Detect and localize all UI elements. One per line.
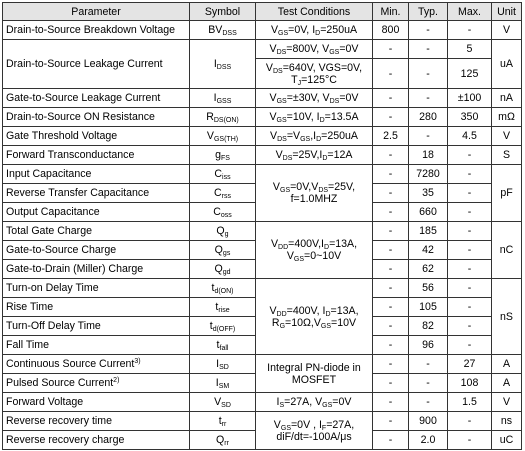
typ-cell: 185: [409, 222, 448, 241]
parameter-cell: Output Capacitance: [3, 203, 190, 222]
capacitance-unit: pF: [492, 165, 522, 222]
min-cell: -: [373, 40, 409, 59]
min-cell: -: [373, 241, 409, 260]
parameter-cell: Gate-to-Source Charge: [3, 241, 190, 260]
parameter-cell: Gate Threshold Voltage: [3, 127, 190, 146]
symbol-cell: $C_{iss}$: [190, 165, 256, 184]
min-cell: -: [373, 279, 409, 298]
table-row: [3, 412, 522, 431]
header-parameter: Parameter: [3, 3, 190, 21]
capacitance-conditions: $V_{GS}=0V,V_{DS}=25V$, f=1.0MHZ: [256, 165, 373, 222]
table-row: [3, 40, 522, 59]
symbol-cell: $I_{GSS}$: [190, 89, 256, 108]
unit-cell: V: [492, 393, 522, 412]
unit-cell: A: [492, 374, 522, 393]
symbol-cell: $V_{SD}$: [190, 393, 256, 412]
min-cell: -: [373, 336, 409, 355]
max-cell: ±100: [448, 89, 492, 108]
table-row: [3, 393, 522, 412]
max-cell: 108: [448, 374, 492, 393]
min-cell: -: [373, 317, 409, 336]
conditions-cell: $V_{GS}=0V$, $I_D=250uA$: [256, 21, 373, 40]
max-cell: -: [448, 431, 492, 450]
reverse-recovery-conditions: $V_{GS}=0V$ , $I_F=27A$, diF/dt=-100A/μs: [256, 412, 373, 450]
charge-conditions: $V_{DD}=400V,I_D=13A$, $V_{GS}=0\sim 10V$: [256, 222, 373, 279]
parameter-cell: Turn-on Delay Time: [3, 279, 190, 298]
typ-cell: 35: [409, 184, 448, 203]
parameter-cell: Total Gate Charge: [3, 222, 190, 241]
min-cell: 2.5: [373, 127, 409, 146]
symbol-cell: $BV_{DSS}$: [190, 21, 256, 40]
table-row: [3, 89, 522, 108]
min-cell: -: [373, 412, 409, 431]
header-max: Max.: [448, 3, 492, 21]
unit-cell: uA: [492, 40, 522, 89]
header-row: [3, 3, 522, 21]
symbol-cell: $C_{oss}$: [190, 203, 256, 222]
unit-cell: nA: [492, 89, 522, 108]
conditions-cell: $V_{GS}=10V$, $I_D=13.5A$: [256, 108, 373, 127]
max-cell: 5: [448, 40, 492, 59]
max-cell: 4.5: [448, 127, 492, 146]
typ-cell: -: [409, 89, 448, 108]
parameter-cell: Forward Voltage: [3, 393, 190, 412]
parameter-cell: Drain-to-Source Leakage Current: [3, 40, 190, 89]
parameter-cell: Continuous Source Current$^{3)}$: [3, 355, 190, 374]
switching-conditions: $V_{DD}=400V$, $I_D=13A$, $R_G=10\Omega,V_{GS}=10V$: [256, 279, 373, 355]
symbol-cell: $t_{d(ON)}$: [190, 279, 256, 298]
table-row: [3, 108, 522, 127]
typ-cell: 42: [409, 241, 448, 260]
table-row: [3, 127, 522, 146]
typ-cell: -: [409, 21, 448, 40]
header-symbol: Symbol: [190, 3, 256, 21]
parameter-cell: Pulsed Source Current$^{2)}$: [3, 374, 190, 393]
min-cell: -: [373, 374, 409, 393]
conditions-cell: $V_{DS}=800V$, $V_{GS}=0V$: [256, 40, 373, 59]
max-cell: -: [448, 279, 492, 298]
typ-cell: 56: [409, 279, 448, 298]
unit-cell: ns: [492, 412, 522, 431]
min-cell: -: [373, 165, 409, 184]
header-typ: Typ.: [409, 3, 448, 21]
parameter-cell: Gate-to-Drain (Miller) Charge: [3, 260, 190, 279]
symbol-cell: $t_{fall}$: [190, 336, 256, 355]
min-cell: -: [373, 222, 409, 241]
max-cell: 350: [448, 108, 492, 127]
symbol-cell: $Q_{rr}$: [190, 431, 256, 450]
symbol-cell: $C_{rss}$: [190, 184, 256, 203]
min-cell: -: [373, 89, 409, 108]
typ-cell: 660: [409, 203, 448, 222]
max-cell: -: [448, 21, 492, 40]
conditions-cell: $I_S=27A$, $V_{GS}=0V$: [256, 393, 373, 412]
parameter-cell: Reverse recovery charge: [3, 431, 190, 450]
min-cell: -: [373, 260, 409, 279]
parameter-cell: Drain-to-Source Breakdown Voltage: [3, 21, 190, 40]
typ-cell: 280: [409, 108, 448, 127]
header-unit: Unit: [492, 3, 522, 21]
min-cell: -: [373, 431, 409, 450]
max-cell: -: [448, 317, 492, 336]
max-cell: -: [448, 336, 492, 355]
typ-cell: 62: [409, 260, 448, 279]
typ-cell: 105: [409, 298, 448, 317]
min-cell: -: [373, 108, 409, 127]
table-row: [3, 355, 522, 374]
min-cell: 800: [373, 21, 409, 40]
parameter-cell: Drain-to-Source ON Resistance: [3, 108, 190, 127]
parameter-cell: Reverse recovery time: [3, 412, 190, 431]
max-cell: -: [448, 222, 492, 241]
min-cell: -: [373, 184, 409, 203]
switching-unit: nS: [492, 279, 522, 355]
typ-cell: 7280: [409, 165, 448, 184]
symbol-cell: $I_{SM}$: [190, 374, 256, 393]
unit-cell: mΩ: [492, 108, 522, 127]
table-row: [3, 146, 522, 165]
unit-cell: A: [492, 355, 522, 374]
unit-cell: S: [492, 146, 522, 165]
parameter-cell: Forward Transconductance: [3, 146, 190, 165]
symbol-cell: $R_{DS(ON)}$: [190, 108, 256, 127]
max-cell: 1.5: [448, 393, 492, 412]
conditions-cell: $V_{DS}=25V,I_D=12A$: [256, 146, 373, 165]
min-cell: -: [373, 203, 409, 222]
parameter-cell: Gate-to-Source Leakage Current: [3, 89, 190, 108]
max-cell: -: [448, 184, 492, 203]
max-cell: -: [448, 165, 492, 184]
symbol-cell: $Q_{gd}$: [190, 260, 256, 279]
unit-cell: uC: [492, 431, 522, 450]
unit-cell: V: [492, 127, 522, 146]
max-cell: -: [448, 203, 492, 222]
max-cell: -: [448, 146, 492, 165]
typ-cell: -: [409, 59, 448, 89]
symbol-cell: $I_{DSS}$: [190, 40, 256, 89]
unit-cell: V: [492, 21, 522, 40]
symbol-cell: $V_{GS(TH)}$: [190, 127, 256, 146]
typ-cell: -: [409, 40, 448, 59]
typ-cell: 2.0: [409, 431, 448, 450]
header-min: Min.: [373, 3, 409, 21]
parameter-cell: Rise Time: [3, 298, 190, 317]
typ-cell: 18: [409, 146, 448, 165]
typ-cell: -: [409, 127, 448, 146]
parameter-cell: Input Capacitance: [3, 165, 190, 184]
symbol-cell: $Q_{gs}$: [190, 241, 256, 260]
typ-cell: -: [409, 393, 448, 412]
min-cell: -: [373, 355, 409, 374]
source-current-conditions: Integral PN-diode in MOSFET: [256, 355, 373, 393]
parameter-cell: Reverse Transfer Capacitance: [3, 184, 190, 203]
typ-cell: -: [409, 374, 448, 393]
electrical-characteristics-table: [2, 2, 522, 450]
typ-cell: 82: [409, 317, 448, 336]
min-cell: -: [373, 59, 409, 89]
symbol-cell: $t_{rr}$: [190, 412, 256, 431]
conditions-cell: $V_{DS}=V_{GS},I_D=250uA$: [256, 127, 373, 146]
conditions-cell: $V_{GS}=\pm 30V$, $V_{DS}=0V$: [256, 89, 373, 108]
table-row: [3, 21, 522, 40]
max-cell: -: [448, 412, 492, 431]
header-test-conditions: Test Conditions: [256, 3, 373, 21]
min-cell: -: [373, 146, 409, 165]
max-cell: -: [448, 260, 492, 279]
symbol-cell: $I_{SD}$: [190, 355, 256, 374]
max-cell: 125: [448, 59, 492, 89]
symbol-cell: $Q_g$: [190, 222, 256, 241]
typ-cell: 900: [409, 412, 448, 431]
typ-cell: 96: [409, 336, 448, 355]
max-cell: 27: [448, 355, 492, 374]
min-cell: -: [373, 298, 409, 317]
parameter-cell: Fall Time: [3, 336, 190, 355]
min-cell: -: [373, 393, 409, 412]
symbol-cell: $g_{FS}$: [190, 146, 256, 165]
max-cell: -: [448, 298, 492, 317]
parameter-cell: Turn-Off Delay Time: [3, 317, 190, 336]
symbol-cell: $t_{d(OFF)}$: [190, 317, 256, 336]
conditions-cell: $V_{DS}=640V$, VGS=0V, $T_J=125^\circ C$: [256, 59, 373, 89]
typ-cell: -: [409, 355, 448, 374]
max-cell: -: [448, 241, 492, 260]
charge-unit: nC: [492, 222, 522, 279]
table-row: [3, 165, 522, 184]
table-row: [3, 222, 522, 241]
symbol-cell: $t_{rise}$: [190, 298, 256, 317]
table-row: [3, 279, 522, 298]
